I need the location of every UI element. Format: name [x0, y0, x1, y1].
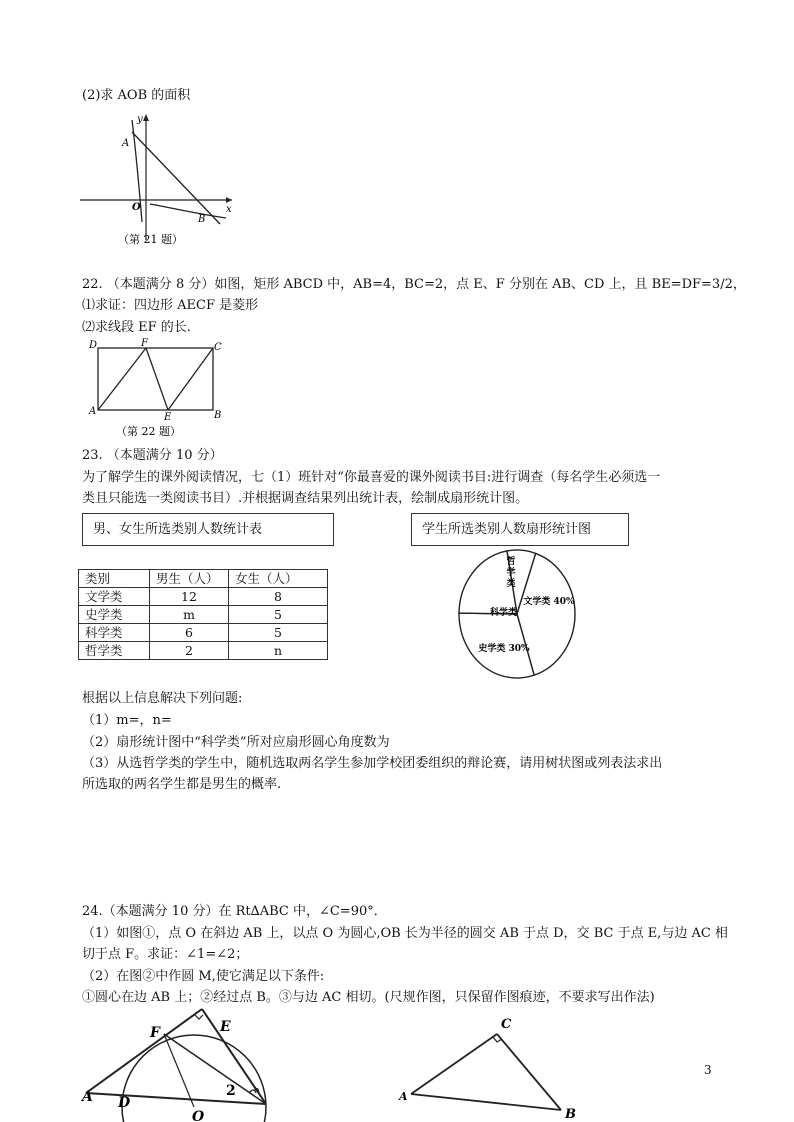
- table-cell: 文学类: [79, 588, 150, 606]
- q21-label-o: O: [132, 202, 141, 213]
- pie-title-box: [411, 513, 629, 546]
- table-header: 男生（人）: [150, 570, 229, 588]
- table-cell: 12: [150, 588, 229, 606]
- table-row: [79, 624, 328, 642]
- q24-p1b: 切于点 F。求证：∠1=∠2；: [82, 947, 249, 962]
- table-cell: 科学类: [79, 624, 150, 642]
- table-header: 女生（人）: [229, 570, 328, 588]
- q24-f1-label-a: A: [82, 1089, 93, 1105]
- q22-label-d: D: [89, 340, 98, 351]
- table-row: [79, 642, 328, 660]
- q22-caption: （第 22 题）: [116, 425, 181, 438]
- pie-chart: [452, 547, 582, 681]
- table-cell: 6: [150, 624, 229, 642]
- q23-p3a: （3）从选哲学类的学生中，随机选取两名学生参加学校团委组织的辩论赛，请用树状图或列表法求出: [82, 756, 663, 771]
- pie-label-phil-1: 哲: [506, 557, 516, 567]
- table-cell: n: [229, 642, 328, 660]
- q22-label-f: F: [141, 338, 148, 349]
- q24-p2-conditions: ①圆心在边 AB 上；②经过点 B。③与边 AC 相切。(尺规作图，只保留作图痕迹，不要求写出作法): [82, 990, 655, 1005]
- q22-part2: ⑵求线段 EF 的长.: [82, 320, 191, 335]
- table-cell: 5: [229, 606, 328, 624]
- q23-p2: （2）扇形统计图中“科学类”所对应扇形圆心角度数为: [82, 735, 390, 750]
- q21-label-a: A: [122, 138, 130, 149]
- table-title-box: [82, 513, 334, 546]
- table-cell: 8: [229, 588, 328, 606]
- q24-figure-1: [78, 1005, 278, 1122]
- q24-f2-label-c: C: [501, 1017, 512, 1032]
- pie-label-history: 史学类 30%: [478, 644, 530, 654]
- q24-p2: （2）在图②中作圆 M,使它满足以下条件:: [82, 969, 325, 984]
- q24-f1-label-e: E: [220, 1019, 231, 1035]
- q21-label-b: B: [198, 214, 206, 225]
- q21-figure: [80, 112, 240, 247]
- q22-label-a: A: [89, 406, 97, 417]
- q21-label-y: y: [137, 114, 143, 125]
- table-row: [79, 606, 328, 624]
- q23-p3b: 所选取的两名学生都是男生的概率.: [82, 777, 282, 792]
- table-cell: 5: [229, 624, 328, 642]
- table-header-row: [79, 570, 328, 588]
- q23-p1: （1）m=，n=: [82, 713, 172, 728]
- table-cell: 2: [150, 642, 229, 660]
- q24-f2-label-b: B: [565, 1107, 576, 1122]
- q23-line1: 为了解学生的课外阅读情况，七（1）班针对“你最喜爱的课外阅读书目:进行调查（每名学生必须选一: [82, 470, 661, 485]
- q22-part1: ⑴求证：四边形 AECF 是菱形: [82, 298, 259, 313]
- pie-label-science: 科学类: [489, 608, 517, 618]
- q22-stem: 22. （本题满分 8 分）如图，矩形 ABCD 中，AB=4，BC=2，点 E、F 分别在 AB、CD 上，且 BE=DF=3/2，: [82, 277, 746, 292]
- pie-label-phil-3: 类: [506, 579, 516, 589]
- table-cell: 哲学类: [79, 642, 150, 660]
- table-cell: 史学类: [79, 606, 150, 624]
- q22-figure: [86, 336, 231, 441]
- pie-title: 学生所选类别人数扇形统计图: [422, 522, 592, 537]
- q21-label-x: x: [226, 204, 232, 215]
- q23-line2: 类且只能选一类阅读书目）.并根据调查结果列出统计表，绘制成扇形统计图。: [82, 491, 529, 506]
- q22-label-b: B: [214, 410, 222, 421]
- table-cell: m: [150, 606, 229, 624]
- q23-ask: 根据以上信息解决下列问题:: [82, 691, 243, 706]
- q24-f2-label-a: A: [399, 1090, 408, 1103]
- q24-p1a: （1）如图①，点 O 在斜边 AB 上，以点 O 为圆心,OB 长为半径的圆交 AB 于点 D，交 BC 于点 E,与边 AC 相: [82, 926, 728, 941]
- q24-f1-label-o: O: [192, 1109, 205, 1122]
- table-title: 男、女生所选类别人数统计表: [93, 522, 263, 537]
- q21-part2: (2)求 AOB 的面积: [82, 88, 191, 103]
- q24-f1-label-d: D: [118, 1095, 131, 1111]
- q21-caption: （第 21 题）: [118, 233, 183, 246]
- q22-label-c: C: [214, 342, 222, 353]
- q23-head: 23. （本题满分 10 分）: [82, 448, 223, 463]
- q24-stem: 24.（本题满分 10 分）在 Rt∆ABC 中，∠C=90°．: [82, 904, 387, 919]
- table-row: [79, 588, 328, 606]
- pie-label-phil-2: 学: [506, 568, 516, 578]
- q24-f1-label-2: 2: [226, 1083, 236, 1099]
- table-header: 类别: [79, 570, 150, 588]
- q24-f1-label-f: F: [150, 1025, 160, 1041]
- page-number: 3: [704, 1063, 712, 1077]
- stats-table: [78, 569, 328, 660]
- q22-label-e: E: [164, 412, 172, 423]
- pie-label-literature: 文学类 40%: [523, 597, 575, 607]
- q24-figure-2: [395, 1012, 580, 1122]
